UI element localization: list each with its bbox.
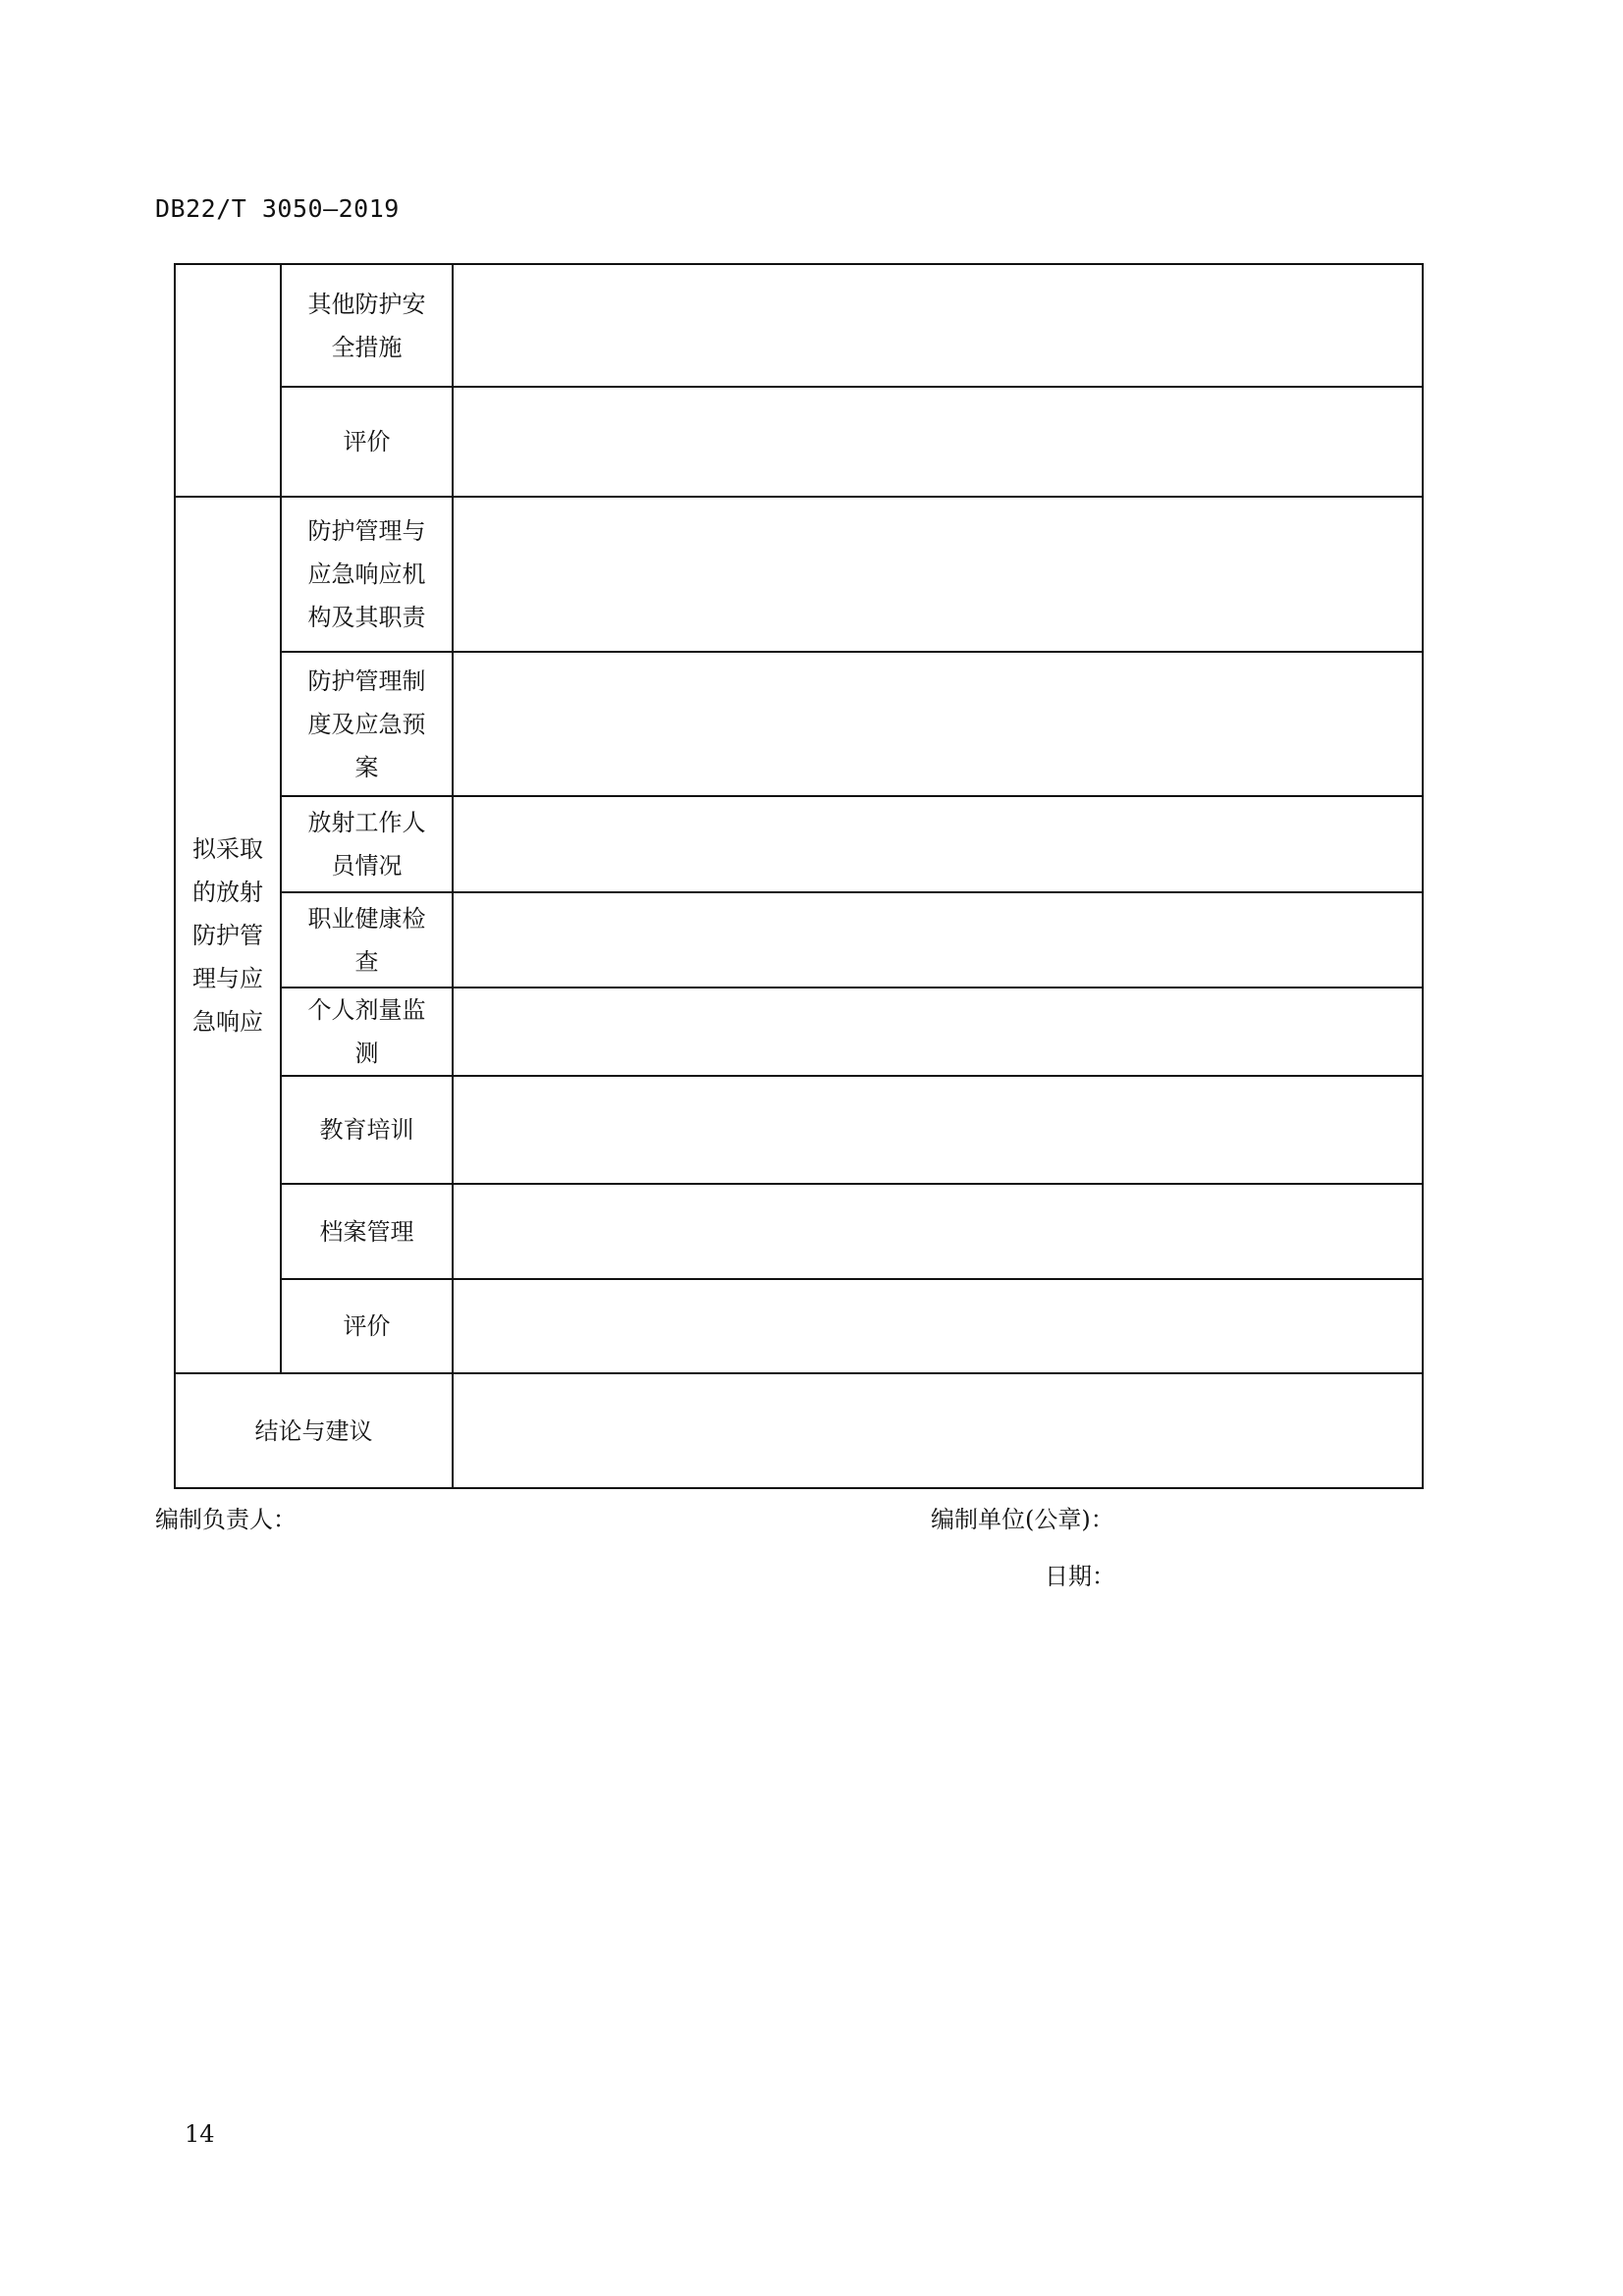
row-value-cell[interactable] — [453, 497, 1423, 652]
table-row — [175, 652, 1423, 796]
table-row — [175, 264, 1423, 387]
row-label-cell — [281, 796, 453, 892]
row-label: 档案管理 — [319, 1217, 414, 1246]
table-row — [175, 1279, 1423, 1373]
row-label: 评价 — [343, 428, 391, 455]
table-row — [175, 892, 1423, 988]
group-label: 拟采取的放射防护管理与应急响应 — [192, 834, 263, 1036]
row-label-cell — [281, 264, 453, 387]
row-label: 职业健康检查 — [307, 904, 426, 976]
document-code: DB22/T 3050—2019 — [155, 194, 400, 223]
row-label: 防护管理制度及应急预案 — [307, 667, 426, 781]
row-label: 个人剂量监测 — [307, 996, 426, 1067]
row-value-cell[interactable] — [453, 988, 1423, 1076]
table-row — [175, 796, 1423, 892]
date-label: 日期： — [1045, 1563, 1115, 1590]
row-label-cell — [281, 387, 453, 497]
conclusion-value-cell[interactable] — [453, 1373, 1423, 1488]
row-value-cell[interactable] — [453, 387, 1423, 497]
row-label: 其他防护安全措施 — [307, 290, 426, 361]
conclusion-label: 结论与建议 — [254, 1416, 373, 1445]
row-value-cell[interactable] — [453, 1184, 1423, 1279]
row-value-cell[interactable] — [453, 1279, 1423, 1373]
table-row — [175, 387, 1423, 497]
row-value-cell[interactable] — [453, 892, 1423, 988]
row-value-cell[interactable] — [453, 652, 1423, 796]
row-label: 评价 — [343, 1312, 391, 1340]
table-row — [175, 497, 1423, 652]
row-label-cell — [281, 892, 453, 988]
row-label-cell — [281, 652, 453, 796]
row-label: 放射工作人员情况 — [307, 809, 426, 880]
row-label-cell — [281, 1279, 453, 1373]
row-label-cell — [281, 1076, 453, 1184]
table-row — [175, 1373, 1423, 1488]
evaluation-table — [174, 263, 1424, 1489]
table-row — [175, 1184, 1423, 1279]
row-value-cell[interactable] — [453, 1076, 1423, 1184]
row-label: 教育培训 — [319, 1116, 414, 1144]
page-number: 14 — [185, 2120, 215, 2148]
group-cell-empty — [175, 264, 281, 497]
row-value-cell[interactable] — [453, 796, 1423, 892]
row-label-cell — [281, 988, 453, 1076]
table-row — [175, 1076, 1423, 1184]
row-label-cell — [281, 497, 453, 652]
conclusion-label-cell — [175, 1373, 453, 1488]
row-value-cell[interactable] — [453, 264, 1423, 387]
unit-seal-label: 编制单位(公章)： — [931, 1506, 1114, 1533]
compiler-label: 编制负责人： — [155, 1506, 297, 1533]
table-row — [175, 988, 1423, 1076]
row-label-cell — [281, 1184, 453, 1279]
row-label: 防护管理与应急响应机构及其职责 — [307, 517, 426, 631]
group-cell — [175, 497, 281, 1373]
